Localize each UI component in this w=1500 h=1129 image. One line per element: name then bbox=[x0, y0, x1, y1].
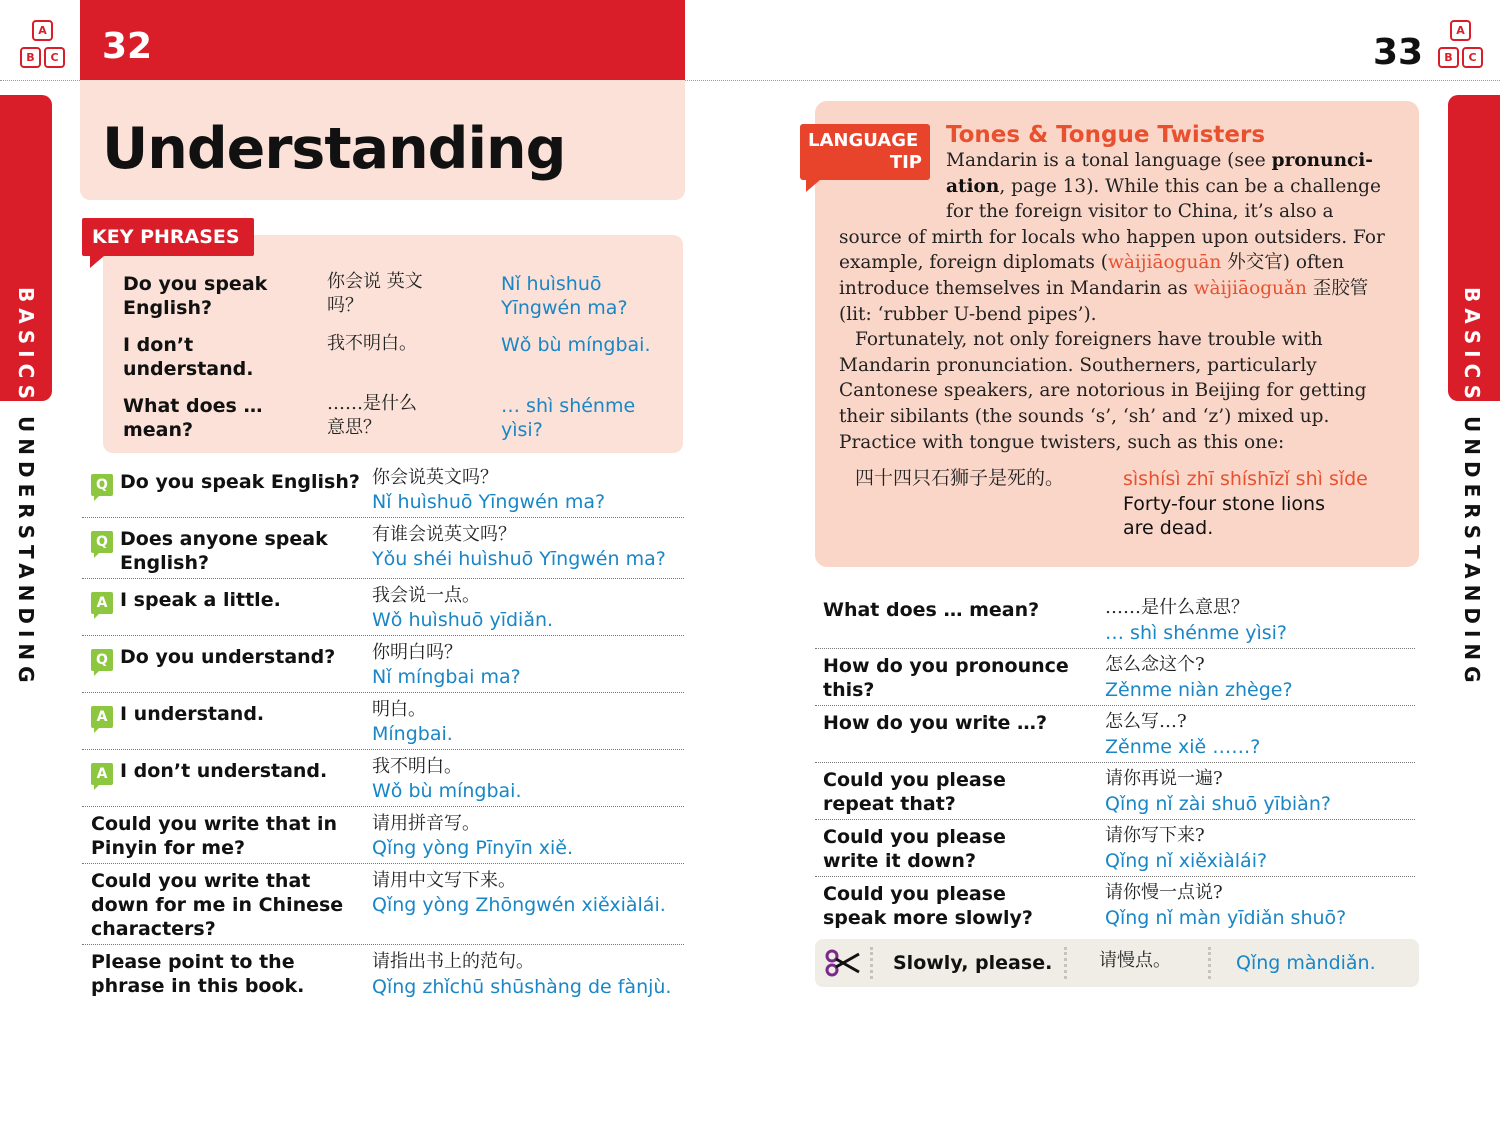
cutout-divider bbox=[1208, 947, 1211, 979]
phrase-zh: ……是什么意思？ bbox=[1105, 597, 1249, 618]
row-divider bbox=[815, 648, 1415, 649]
phrase-pinyin: Qǐng zhǐchū shūshàng de fànjù. bbox=[372, 976, 672, 998]
phrase-en: I speak a little. bbox=[120, 589, 281, 611]
cutout-divider bbox=[870, 947, 873, 979]
side-tab bbox=[1448, 95, 1500, 406]
tip-pinyin-term: wàijiāoguǎn bbox=[1193, 277, 1307, 299]
phrase-pinyin: Wǒ bù míngbai. bbox=[372, 780, 522, 802]
phrase-row bbox=[815, 592, 1415, 649]
tip-chinese-term: 歪胶管 bbox=[1306, 277, 1369, 299]
abc-key-a: A bbox=[1450, 20, 1471, 41]
row-divider bbox=[82, 635, 684, 636]
row-divider bbox=[82, 863, 684, 864]
phrase-en: Does anyone speak English? bbox=[120, 528, 328, 574]
phrase-en: Could you write that down for me in Chinese characters? bbox=[91, 870, 344, 940]
phrase-row bbox=[815, 821, 1415, 877]
phrase-en: Do you understand? bbox=[120, 646, 336, 668]
abc-key-b: B bbox=[1438, 47, 1459, 68]
phrase-row bbox=[815, 878, 1415, 934]
scissors-icon bbox=[825, 948, 861, 978]
phrase-en: How do you pronounce this? bbox=[823, 655, 1069, 701]
cutout-pinyin: Qǐng màndiǎn. bbox=[1236, 952, 1376, 974]
tip-bold-term: pronunci-ation bbox=[946, 150, 1373, 197]
phrase-row bbox=[815, 764, 1415, 820]
label-pointer bbox=[90, 256, 104, 268]
phrase-zh: 有谁会说英文吗？ bbox=[372, 524, 516, 545]
phrase-pinyin: Qǐng nǐ xiěxiàlái? bbox=[1105, 850, 1268, 872]
key-phrases-label bbox=[82, 218, 254, 256]
tip-label-line2: TIP bbox=[889, 152, 922, 173]
tip-paragraph: Fortunately, not only foreigners have trouble with Mandarin pronunciation. Southerners, particularly Cantonese speakers, are notorious in Beijing for getting their sibilants (the sounds ‘s’, ‘sh’ and ‘z’) mixed up. Practice with tongue twisters, such as this one: bbox=[839, 329, 1367, 453]
phrase-pinyin: Qǐng nǐ zài shuō yībiàn? bbox=[1105, 793, 1331, 815]
phrase-zh: 请用中文写下来。 bbox=[372, 870, 516, 891]
phrase-en: What does … mean? bbox=[823, 599, 1040, 621]
phrase-row bbox=[82, 637, 684, 693]
phrase-pinyin: Nǐ míngbai ma? bbox=[372, 666, 521, 688]
phrase-en: I don’t understand. bbox=[120, 760, 328, 782]
side-tab-section: BASICS bbox=[1460, 287, 1484, 406]
phrase-zh: 明白。 bbox=[372, 699, 426, 720]
phrase-en: I understand. bbox=[120, 703, 265, 725]
phrase-pinyin: Qǐng yòng Pīnyīn xiě. bbox=[372, 837, 574, 859]
phrase-en: Do you speak English? bbox=[120, 471, 360, 493]
phrase-zh: 请指出书上的范句。 bbox=[372, 951, 534, 972]
tip-text: Mandarin is a tonal language (see bbox=[946, 150, 1272, 171]
phrase-pinyin: Qǐng nǐ màn yīdiǎn shuō? bbox=[1105, 907, 1347, 929]
page-title: Understanding bbox=[102, 116, 566, 182]
cutout-en: Slowly, please. bbox=[893, 952, 1053, 974]
phrase-row bbox=[82, 751, 684, 807]
phrase-row bbox=[815, 707, 1415, 763]
phrase-row bbox=[82, 580, 684, 636]
phrase-pinyin: Míngbai. bbox=[372, 723, 453, 745]
page-header-bar bbox=[80, 0, 685, 80]
row-divider bbox=[82, 749, 684, 750]
phrase-row bbox=[82, 519, 684, 579]
key-phrase-pinyin: Wǒ bù míngbai. bbox=[501, 334, 651, 356]
row-divider bbox=[815, 819, 1415, 820]
abc-key-c: C bbox=[1462, 47, 1483, 68]
phrase-zh: 请你慢一点说? bbox=[1105, 882, 1223, 903]
phrase-en: How do you write …? bbox=[823, 712, 1048, 734]
phrase-row bbox=[815, 650, 1415, 706]
abc-icon bbox=[1436, 20, 1482, 70]
tip-text: ) often introduce themselves in Mandarin as bbox=[839, 252, 1345, 299]
phrase-pinyin: Zěnme niàn zhège? bbox=[1105, 679, 1293, 701]
key-phrase-pinyin: … shì shénme yìsi? bbox=[501, 395, 636, 441]
answer-icon: A bbox=[91, 763, 113, 785]
side-tab-section: BASICS bbox=[14, 287, 38, 406]
tip-label-line1: LANGUAGE bbox=[808, 130, 919, 151]
phrase-pinyin: Qǐng yòng Zhōngwén xiěxiàlái. bbox=[372, 894, 666, 916]
answer-icon: A bbox=[91, 706, 113, 728]
row-divider bbox=[82, 517, 684, 518]
row-divider bbox=[82, 944, 684, 945]
cutout-zh: 请慢点。 bbox=[1099, 950, 1171, 971]
tip-chinese-term: 外交官 bbox=[1221, 252, 1283, 274]
twister-pinyin: sìshísì zhī shíshīzǐ shì sǐde bbox=[1123, 468, 1368, 490]
key-phrase-en: I don’t understand. bbox=[123, 334, 254, 380]
key-phrase-zh: 你会说 英文吗？ bbox=[327, 271, 423, 316]
side-tab bbox=[0, 95, 52, 406]
row-divider bbox=[815, 876, 1415, 877]
side-tab-topic: UNDERSTANDING bbox=[14, 416, 38, 689]
tip-float-spacer bbox=[839, 148, 946, 200]
phrase-row bbox=[82, 946, 684, 1002]
phrase-zh: 我会说一点。 bbox=[372, 585, 480, 606]
phrase-en: Could you write that in Pinyin for me? bbox=[91, 813, 338, 859]
phrase-pinyin: … shì shénme yìsi? bbox=[1105, 622, 1287, 644]
phrase-zh: 我不明白。 bbox=[372, 756, 462, 777]
phrase-zh: 怎么念这个? bbox=[1105, 654, 1205, 675]
cutout-strip bbox=[815, 939, 1419, 987]
phrase-en: Please point to the phrase in this book. bbox=[91, 951, 305, 997]
tip-text: (lit: ‘rubber U-bend pipes’). bbox=[839, 303, 1097, 325]
key-phrase-en: Do you speak English? bbox=[123, 273, 268, 319]
row-divider bbox=[82, 578, 684, 579]
phrase-en: Could you please repeat that? bbox=[823, 769, 1006, 815]
phrase-pinyin: Yǒu shéi huìshuō Yīngwén ma? bbox=[372, 548, 666, 570]
phrase-zh: 你会说英文吗？ bbox=[372, 467, 498, 488]
row-divider bbox=[815, 705, 1415, 706]
twister-en: Forty-four stone lions are dead. bbox=[1123, 493, 1325, 539]
phrase-row bbox=[82, 694, 684, 750]
page-number: 32 bbox=[102, 26, 153, 67]
title-panel bbox=[80, 80, 685, 200]
twister-zh: 四十四只石狮子是死的。 bbox=[855, 467, 1065, 489]
key-phrase-zh: 我不明白。 bbox=[327, 333, 417, 354]
phrase-pinyin: Nǐ huìshuō Yīngwén ma? bbox=[372, 491, 606, 513]
row-divider bbox=[815, 762, 1415, 763]
phrase-row bbox=[82, 865, 684, 945]
tip-title: Tones & Tongue Twisters bbox=[946, 122, 1266, 148]
phrase-zh: 怎么写…? bbox=[1105, 711, 1187, 732]
tip-body bbox=[839, 148, 1395, 455]
abc-key-a: A bbox=[32, 20, 53, 41]
key-phrase-pinyin: Nǐ huìshuō Yīngwén ma? bbox=[501, 273, 628, 319]
side-tab-topic: UNDERSTANDING bbox=[1460, 416, 1484, 689]
row-divider bbox=[82, 806, 684, 807]
row-divider bbox=[82, 692, 684, 693]
cutout-divider bbox=[1064, 947, 1067, 979]
question-icon: Q bbox=[91, 474, 113, 496]
abc-icon bbox=[18, 20, 64, 70]
answer-icon: A bbox=[91, 592, 113, 614]
phrase-zh: 你明白吗？ bbox=[372, 642, 462, 663]
question-icon: Q bbox=[91, 531, 113, 553]
phrase-row bbox=[82, 808, 684, 864]
key-phrase-en: What does … mean? bbox=[123, 395, 263, 441]
tip-pinyin-term: wàijiāoguān bbox=[1108, 252, 1222, 274]
page-number: 33 bbox=[1373, 32, 1424, 73]
key-phrases-label-text: KEY PHRASES bbox=[92, 226, 240, 248]
phrase-zh: 请用拼音写。 bbox=[372, 813, 480, 834]
tip-text: , page 13). While this can be a challenge for the foreign visitor to China, it’s also a source of mirth for locals who happen upon outsiders. For example, foreign diplomats ( bbox=[839, 175, 1385, 274]
phrase-row bbox=[82, 462, 684, 518]
key-phrase-zh: ……是什么 意思？ bbox=[327, 393, 417, 438]
phrase-pinyin: Wǒ huìshuō yīdiǎn. bbox=[372, 609, 554, 631]
phrase-zh: 请你再说一遍? bbox=[1105, 768, 1223, 789]
phrase-pinyin: Zěnme xiě ……? bbox=[1105, 736, 1261, 758]
phrase-en: Could you please write it down? bbox=[823, 826, 1006, 872]
abc-key-c: C bbox=[44, 47, 65, 68]
tip-label-pointer bbox=[806, 180, 820, 192]
phrase-en: Could you please speak more slowly? bbox=[823, 883, 1033, 929]
abc-key-b: B bbox=[20, 47, 41, 68]
phrase-zh: 请你写下来? bbox=[1105, 825, 1205, 846]
question-icon: Q bbox=[91, 649, 113, 671]
